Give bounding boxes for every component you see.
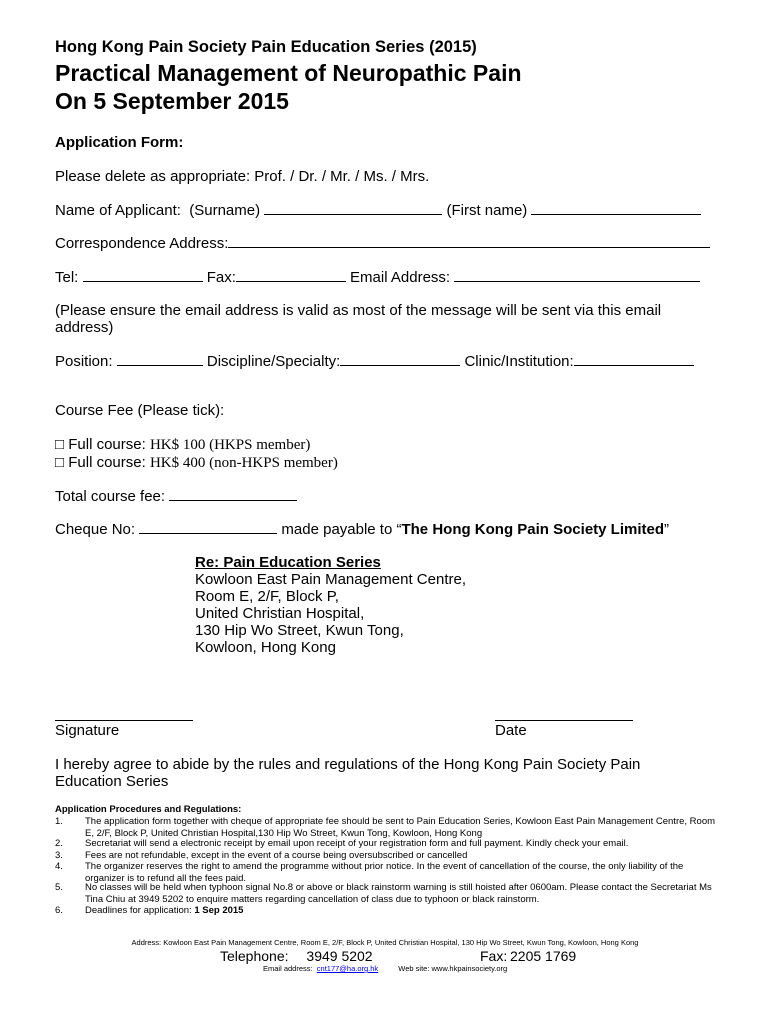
signature-label: Signature <box>55 722 120 739</box>
fee-option-non-member[interactable] <box>55 454 338 472</box>
email-label: Email Address: <box>350 269 451 286</box>
date-label: Date <box>495 722 527 739</box>
fax-number: 2205 1769 <box>510 948 577 964</box>
fee-option-label: Full course: <box>68 436 146 453</box>
email-link[interactable]: cnt177@ha.org.hk <box>316 964 379 973</box>
checkbox-icon[interactable]: □ <box>55 436 65 453</box>
deadline-date: 1 Sep 2015 <box>194 905 244 916</box>
procedure-number: 5. <box>55 882 63 893</box>
page-title: Practical Management of Neuropathic Pain <box>55 60 522 86</box>
discipline-label: Discipline/Specialty: <box>206 353 341 370</box>
date-field[interactable] <box>495 720 633 721</box>
procedure-number: 6. <box>55 905 63 916</box>
tel-label: Tel: <box>55 269 79 286</box>
event-date: On 5 September 2015 <box>55 88 289 114</box>
email-note-line2: address) <box>55 319 114 336</box>
agreement-line2: Education Series <box>55 773 169 790</box>
cheque-label: Cheque No: <box>55 521 136 538</box>
position-field[interactable] <box>117 352 203 366</box>
checkbox-icon[interactable]: □ <box>55 454 65 471</box>
mailing-line-3: United Christian Hospital, <box>195 605 365 622</box>
payable-prefix: made payable to “ <box>281 521 402 538</box>
position-row <box>55 352 694 370</box>
procedure-text: No classes will be held when typhoon signal No.8 or above or black rainstorm warning is still hoisted after 0600am. Please contact the Secretariat Ms Tina Chiu at 3949 5202 to enquire matters regarding cancellation of class due to typhoon or black rainstorm. <box>85 882 712 905</box>
procedure-number: 3. <box>55 850 63 861</box>
applicant-name-row <box>55 201 701 219</box>
mailing-line-1: Kowloon East Pain Management Centre, <box>195 571 466 588</box>
mailing-line-4: 130 Hip Wo Street, Kwun Tong, <box>195 622 404 639</box>
contact-row <box>55 268 700 286</box>
fax-label: Fax: <box>206 269 236 286</box>
total-fee-field[interactable] <box>169 487 297 501</box>
fee-option-member[interactable] <box>55 436 310 454</box>
address-row <box>55 234 710 252</box>
deadline-prefix: Deadlines for application: <box>85 905 195 916</box>
telephone-number: 3949 5202 <box>306 948 373 964</box>
email-note-line1: (Please ensure the email address is valid as most of the message will be sent via this email <box>55 302 662 319</box>
first-name-field[interactable] <box>531 201 701 215</box>
tel-field[interactable] <box>83 268 203 282</box>
surname-label: (Surname) <box>189 202 261 219</box>
surname-field[interactable] <box>264 201 442 215</box>
procedure-text: The application form together with cheque of appropriate fee should be sent to Pain Education Series, Kowloon East Pain Management Centre, Room E, 2/F, Block P, United Christian Hospital,130 Hip Wo Street, Kwun Tong, Kowloon, Hong Kong <box>85 816 716 839</box>
cheque-field[interactable] <box>139 520 277 534</box>
title-delete-note: Please delete as appropriate: Prof. / Dr. / Mr. / Ms. / Mrs. <box>55 168 430 185</box>
procedure-number: 1. <box>55 816 63 827</box>
procedure-number: 2. <box>55 838 63 849</box>
form-heading: Application Form: <box>55 134 184 151</box>
email-address-label: Email address: <box>263 964 313 973</box>
first-name-label: (First name) <box>446 202 528 219</box>
series-title: Hong Kong Pain Society Pain Education Series (2015) <box>55 38 477 56</box>
fax-field[interactable] <box>236 268 346 282</box>
cheque-row <box>55 520 669 538</box>
payable-suffix: ” <box>664 521 669 538</box>
mailing-re-line: Re: Pain Education Series <box>195 554 381 571</box>
mailing-line-5: Kowloon, Hong Kong <box>195 639 336 656</box>
footer-phone-row <box>220 948 580 964</box>
procedure-text: Fees are not refundable, except in the event of a course being oversubscribed or cancelled <box>85 850 468 861</box>
fee-option-price: HK$ 400 (non-HKPS member) <box>149 455 338 471</box>
footer-web-row <box>263 964 507 973</box>
website-link[interactable]: www.hkpainsociety.org <box>431 964 508 973</box>
clinic-label: Clinic/Institution: <box>464 353 574 370</box>
total-fee-label: Total course fee: <box>55 488 166 505</box>
mailing-line-2: Room E, 2/F, Block P, <box>195 588 339 605</box>
website-label: Web site: <box>398 964 430 973</box>
procedure-text: The organizer reserves the right to amend the programme without prior notice. In the event of cancellation of the course, the only liability of the organizer is to refund all the fees paid. <box>85 861 684 884</box>
payee-name: The Hong Kong Pain Society Limited <box>401 521 664 538</box>
total-fee-row <box>55 487 297 505</box>
agreement-line1: I hereby agree to abide by the rules and regulations of the Hong Kong Pain Society Pain <box>55 756 641 773</box>
procedures-heading: Application Procedures and Regulations: <box>55 804 242 815</box>
procedure-text: Secretariat will send a electronic receipt by email upon receipt of your registration form and full payment. Kindly check your email. <box>85 838 629 849</box>
fee-option-price: HK$ 100 (HKPS member) <box>149 437 311 453</box>
telephone-label: Telephone: <box>220 948 289 964</box>
address-label: Correspondence Address: <box>55 235 229 252</box>
position-label: Position: <box>55 353 113 370</box>
course-fee-label: Course Fee (Please tick): <box>55 402 225 419</box>
procedure-number: 4. <box>55 861 63 872</box>
email-field[interactable] <box>454 268 700 282</box>
footer-address: Address: Kowloon East Pain Management Centre, Room E, 2/F, Block P, United Christian Hospital, 130 Hip Wo Street, Kwun Tong, Kowloon, Hong Kong <box>131 938 639 947</box>
signature-field[interactable] <box>55 720 193 721</box>
clinic-field[interactable] <box>574 352 694 366</box>
fee-option-label: Full course: <box>68 454 146 471</box>
discipline-field[interactable] <box>340 352 460 366</box>
address-field[interactable] <box>228 234 710 248</box>
fax-number-label: Fax: <box>480 948 508 964</box>
applicant-name-label: Name of Applicant: <box>55 202 181 219</box>
procedure-item <box>55 816 725 839</box>
procedure-text <box>85 905 725 917</box>
